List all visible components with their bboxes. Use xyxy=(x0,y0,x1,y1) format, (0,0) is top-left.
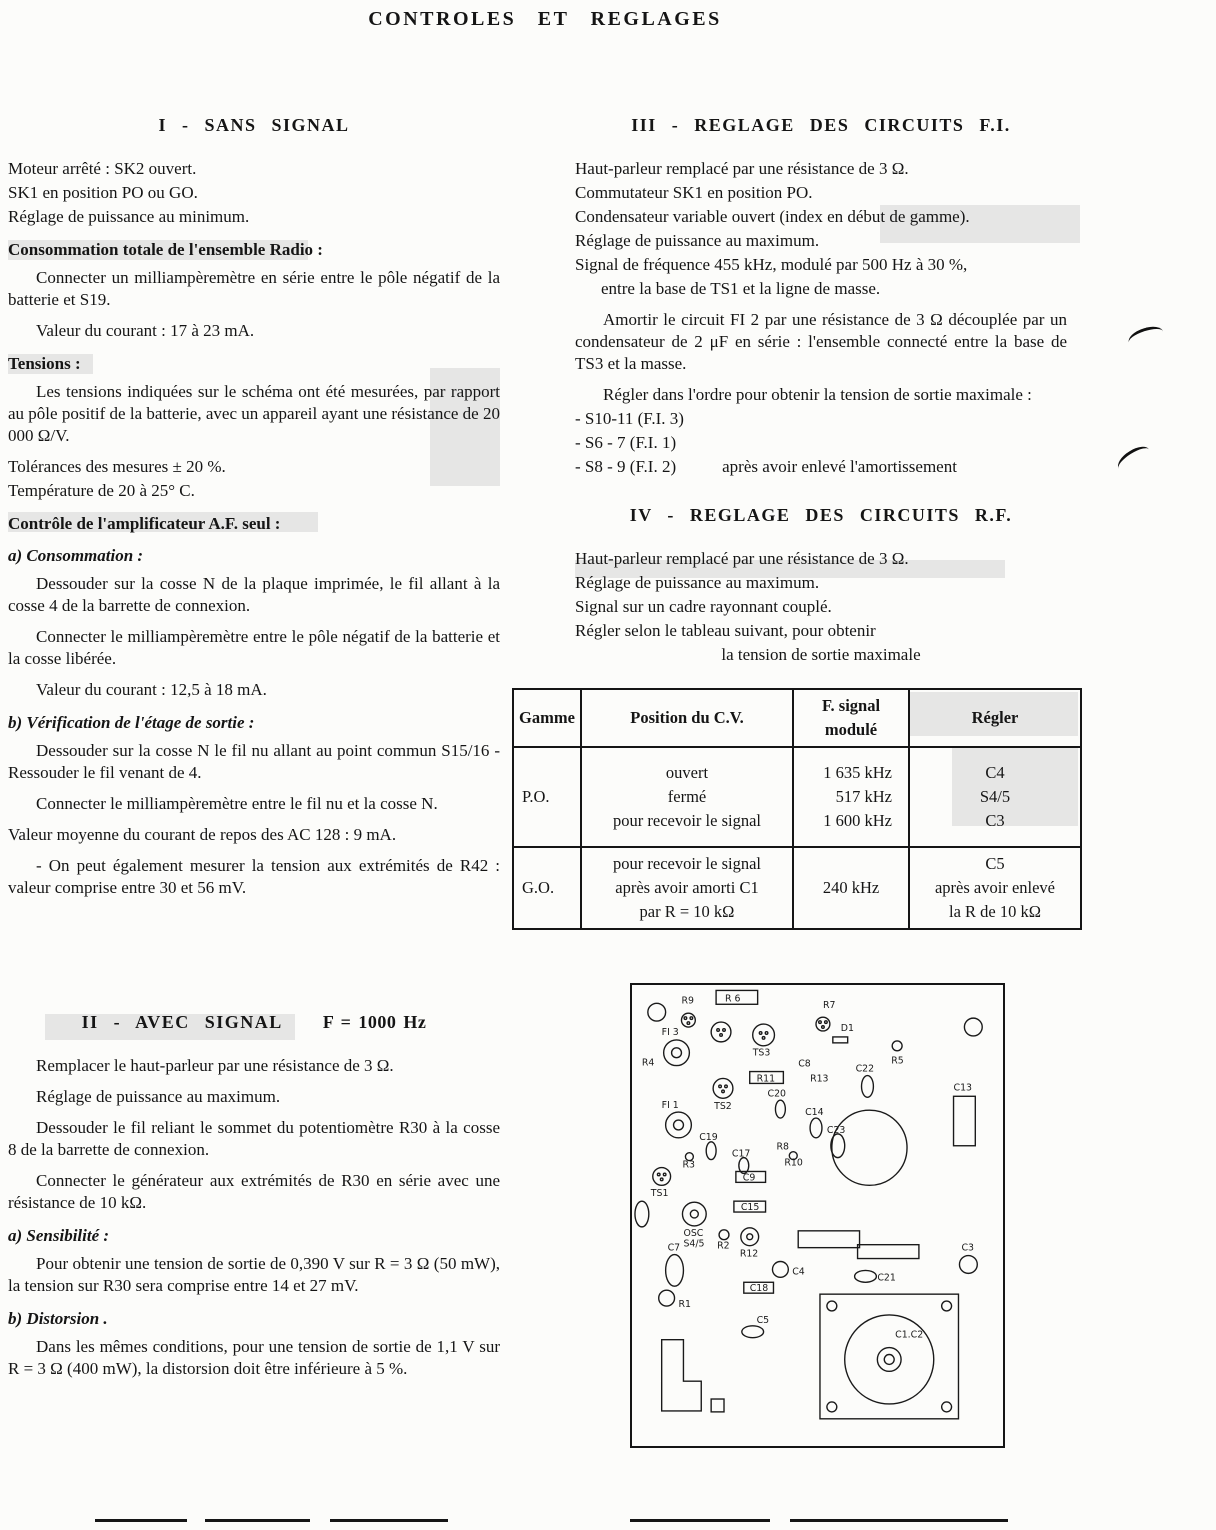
subheading-consommation-totale: Consommation totale de l'ensemble Radio : xyxy=(8,240,323,259)
pcb-shape xyxy=(753,1024,775,1046)
paragraph: Tolérances des mesures ± 20 %. xyxy=(8,457,226,476)
pcb-label: R5 xyxy=(891,1055,904,1067)
pcb-label: C7 xyxy=(667,1242,681,1254)
table-cell-line: après avoir amorti C1 xyxy=(615,878,759,897)
pcb-shape xyxy=(832,1110,907,1185)
rf-adjust-table xyxy=(512,688,1082,930)
pcb-shape xyxy=(672,1048,682,1058)
pcb-label: TS2 xyxy=(714,1101,732,1113)
pcb-shape xyxy=(833,1037,848,1043)
pcb-pin xyxy=(719,1085,722,1088)
paragraph: Dessouder sur la cosse N de la plaque imprimée, le fil allant à la cosse 4 de la barrette de connexion. xyxy=(8,574,500,615)
pcb-shape xyxy=(690,1210,698,1218)
section-3-heading: III - REGLAGE DES CIRCUITS F.I. xyxy=(631,115,1011,135)
pcb-label: R13 xyxy=(810,1073,829,1085)
pcb-shape xyxy=(706,1142,716,1160)
subheading-controle-ampli: Contrôle de l'amplificateur A.F. seul : xyxy=(8,514,281,533)
scan-artifact xyxy=(1126,323,1166,351)
paragraph: Valeur moyenne du courant de repos des AC 128 : 9 mA. xyxy=(8,825,397,844)
section-avec-signal xyxy=(8,1012,500,1382)
pcb-label: FI 1 xyxy=(661,1100,679,1112)
subheading-a-sensibilite: a) Sensibilité : xyxy=(8,1226,110,1245)
paragraph: Pour obtenir une tension de sortie de 0,390 V sur R = 3 Ω (50 mW), la tension sur R30 sera comprise entre 14 et 27 mV. xyxy=(8,1254,500,1295)
list-item xyxy=(575,456,1067,478)
pcb-label: C19 xyxy=(699,1131,718,1143)
pcb-shape xyxy=(666,1112,692,1138)
pcb-label: C14 xyxy=(805,1107,824,1119)
subheading-b-verification: b) Vérification de l'étage de sortie : xyxy=(8,713,255,732)
list-item-note: après avoir enlevé l'amortissement xyxy=(722,457,957,476)
footer-rule xyxy=(95,1519,187,1522)
paragraph: Amortir le circuit FI 2 par une résistance de 3 Ω découplée par un condensateur de 2 μF en série : l'ensemble connecté entre la base de TS3 et la masse. xyxy=(575,310,1067,373)
pcb-label: C17 xyxy=(731,1148,751,1160)
pcb-shape xyxy=(711,1399,724,1412)
table-cell-position xyxy=(581,847,793,929)
section-reglage-fi xyxy=(575,115,1067,480)
paragraph: Moteur arrêté : SK2 ouvert. xyxy=(8,159,197,178)
pcb-shape xyxy=(682,1202,706,1226)
pcb-label: TS1 xyxy=(650,1188,669,1200)
pcb-shape xyxy=(877,1348,901,1372)
table-cell-line: ouvert xyxy=(665,763,709,782)
paragraph: Dessouder sur la cosse N le fil nu allant au point commun S15/16 - Ressouder le fil venant de 4. xyxy=(8,741,500,782)
pcb-label: R11 xyxy=(756,1073,776,1085)
subheading-b-distorsion: b) Distorsion . xyxy=(8,1309,108,1328)
pcb-shape xyxy=(827,1301,837,1311)
paragraph: Condensateur variable ouvert (index en début de gamme). xyxy=(575,207,970,226)
pcb-shape xyxy=(810,1118,822,1138)
pcb-pin xyxy=(825,1021,828,1024)
subheading-a-consommation: a) Consommation : xyxy=(8,546,144,565)
pcb-shape xyxy=(775,1100,785,1118)
pcb-shape xyxy=(820,1294,959,1419)
pcb-pin xyxy=(722,1090,725,1093)
table-cell-line: C5 xyxy=(985,854,1005,873)
pcb-label: C1.C2 xyxy=(895,1329,924,1341)
section-2-heading-frequency: F = 1000 Hz xyxy=(322,1012,427,1032)
table-cell-line: S4/5 xyxy=(979,787,1011,806)
table-row xyxy=(513,847,1081,929)
paragraph: la tension de sortie maximale xyxy=(721,645,921,664)
paragraph: Réglage de puissance au maximum. xyxy=(575,231,820,250)
pcb-label: R10 xyxy=(784,1157,803,1169)
paragraph: SK1 en position PO ou GO. xyxy=(8,183,198,202)
table-header-signal xyxy=(793,689,909,747)
section-sans-signal xyxy=(8,115,500,901)
pcb-shape xyxy=(959,1256,977,1274)
footer-rule xyxy=(630,1519,770,1522)
section-1-heading: I - SANS SIGNAL xyxy=(158,115,350,135)
pcb-pin xyxy=(822,1026,825,1029)
paragraph: Régler selon le tableau suivant, pour obtenir xyxy=(575,621,876,640)
section-2-heading xyxy=(8,1012,500,1033)
paragraph: Réglage de puissance au minimum. xyxy=(8,207,250,226)
pcb-label: C4 xyxy=(792,1266,805,1278)
pcb-pin xyxy=(660,1178,663,1181)
table-cell-gamme: P.O. xyxy=(513,747,581,847)
pcb-label: C22 xyxy=(855,1063,875,1075)
pcb-shape xyxy=(845,1315,934,1404)
list-item: - S10-11 (F.I. 3) xyxy=(575,409,684,428)
list-item: - S6 - 7 (F.I. 1) xyxy=(575,433,677,452)
paragraph: Température de 20 à 25° C. xyxy=(8,481,195,500)
pcb-label: C3 xyxy=(961,1242,974,1254)
paragraph: Connecter le milliampèremètre entre le pôle négatif de la batterie et la cosse libérée. xyxy=(8,627,500,668)
paragraph: Signal sur un cadre rayonnant couplé. xyxy=(575,597,832,616)
pcb-shape xyxy=(713,1078,733,1098)
pcb-label: R4 xyxy=(641,1057,655,1069)
pcb-label: FI 3 xyxy=(661,1026,679,1038)
section-2-heading-main: II - AVEC SIGNAL xyxy=(81,1012,283,1032)
table-cell-signal xyxy=(793,747,909,847)
pcb-label: R7 xyxy=(822,1000,836,1012)
table-cell-line: C4 xyxy=(985,763,1005,782)
pcb-label: R1 xyxy=(678,1299,691,1311)
pcb-layout-diagram xyxy=(630,983,1005,1448)
paragraph: Réglage de puissance au maximum. xyxy=(575,573,820,592)
pcb-pin xyxy=(690,1017,693,1020)
table-cell-line: par R = 10 kΩ xyxy=(639,902,735,921)
scan-artifact xyxy=(1114,442,1154,476)
pcb-label: C18 xyxy=(749,1283,769,1295)
pcb-pin xyxy=(725,1085,728,1088)
section-4-heading: IV - REGLAGE DES CIRCUITS R.F. xyxy=(629,505,1013,525)
table-header-gamme: Gamme xyxy=(513,689,581,747)
list-item-text: - S8 - 9 (F.I. 2) xyxy=(575,457,677,476)
paragraph: Connecter le milliampèremètre entre le fil nu et la cosse N. xyxy=(36,794,438,813)
table-cell-gamme: G.O. xyxy=(513,847,581,929)
table-cell-line: 517 kHz xyxy=(835,787,892,806)
table-row xyxy=(513,747,1081,847)
pcb-shape xyxy=(884,1355,894,1365)
pcb-label: C21 xyxy=(877,1272,896,1284)
pcb-pin xyxy=(717,1029,720,1032)
pcb-label: C8 xyxy=(798,1058,811,1070)
pcb-shape xyxy=(659,1290,675,1306)
table-cell-regler xyxy=(909,847,1081,929)
pcb-label: C9 xyxy=(742,1172,756,1184)
pcb-shape xyxy=(711,1022,731,1042)
pcb-label: C20 xyxy=(767,1088,787,1100)
subheading-tensions: Tensions : xyxy=(8,354,81,373)
pcb-pin xyxy=(762,1037,765,1040)
table-cell-line: la R de 10 kΩ xyxy=(949,902,1041,921)
pcb-label: C23 xyxy=(826,1124,846,1136)
pcb-pin xyxy=(723,1029,726,1032)
pcb-label: C5 xyxy=(756,1314,770,1326)
pcb-label: OSC xyxy=(683,1227,704,1239)
pcb-shape xyxy=(664,1040,690,1066)
table-cell-line: 1 635 kHz xyxy=(823,763,892,782)
pcb-pin xyxy=(663,1173,666,1176)
page-title: CONTROLES ET REGLAGES xyxy=(368,8,722,30)
pcb-shape xyxy=(942,1402,952,1412)
pcb-label: R9 xyxy=(681,995,694,1007)
pcb-shape xyxy=(648,1003,666,1021)
pcb-pin xyxy=(684,1017,687,1020)
pcb-shape xyxy=(772,1262,788,1278)
paragraph: Régler dans l'ordre pour obtenir la tension de sortie maximale : xyxy=(603,385,1032,404)
pcb-label: D1 xyxy=(840,1022,854,1034)
pcb-shape xyxy=(954,1096,976,1145)
table-header-signal-line1: F. signal xyxy=(821,696,881,715)
footer-rule xyxy=(330,1519,448,1522)
pcb-shape xyxy=(855,1270,877,1282)
pcb-label: R12 xyxy=(739,1248,759,1260)
paragraph: Signal de fréquence 455 kHz, modulé par 500 Hz à 30 %, xyxy=(575,255,968,274)
paragraph: Réglage de puissance au maximum. xyxy=(36,1087,281,1106)
pcb-pin xyxy=(720,1034,723,1037)
pcb-pin xyxy=(657,1173,660,1176)
table-header-regler: Régler xyxy=(909,689,1081,747)
pcb-shape xyxy=(798,1231,859,1248)
pcb-shape xyxy=(742,1326,764,1338)
paragraph: - On peut également mesurer la tension aux extrémités de R42 : valeur comprise entre 30 et 56 mV. xyxy=(8,856,500,897)
pcb-shape xyxy=(858,1245,919,1259)
pcb-shape xyxy=(653,1168,671,1186)
paragraph: Valeur du courant : 12,5 à 18 mA. xyxy=(36,680,267,699)
table-cell-line: après avoir enlevé xyxy=(934,878,1056,897)
pcb-shape xyxy=(964,1018,982,1036)
pcb-shape xyxy=(942,1301,952,1311)
table-cell-line: 1 600 kHz xyxy=(823,811,892,830)
pcb-label: C13 xyxy=(953,1082,973,1094)
table-cell-line: 240 kHz xyxy=(822,878,880,897)
pcb-shape xyxy=(666,1255,684,1287)
paragraph: Connecter un milliampèremètre en série entre le pôle négatif de la batterie et S19. xyxy=(8,268,500,309)
paragraph: entre la base de TS1 et la ligne de masse. xyxy=(601,279,881,298)
pcb-pin xyxy=(765,1032,768,1035)
pcb-svg xyxy=(632,985,1003,1446)
table-cell-line: pour recevoir le signal xyxy=(613,854,761,873)
pcb-shape xyxy=(741,1228,759,1246)
pcb-shape xyxy=(892,1041,902,1051)
pcb-label: S4/5 xyxy=(683,1238,705,1250)
pcb-pin xyxy=(819,1021,822,1024)
pcb-label: TS3 xyxy=(752,1047,771,1059)
pcb-label: R8 xyxy=(776,1141,789,1153)
section-reglage-rf xyxy=(575,505,1067,668)
table-cell-signal xyxy=(793,847,909,929)
pcb-shape xyxy=(862,1076,874,1098)
paragraph: Haut-parleur remplacé par une résistance de 3 Ω. xyxy=(575,159,909,178)
pcb-label: R2 xyxy=(717,1240,730,1252)
table-cell-position xyxy=(581,747,793,847)
footer-rule xyxy=(790,1519,1008,1522)
table-cell-line: fermé xyxy=(667,787,707,806)
pcb-shape xyxy=(719,1230,729,1240)
table-header-position: Position du C.V. xyxy=(581,689,793,747)
paragraph: Haut-parleur remplacé par une résistance de 3 Ω. xyxy=(575,549,909,568)
pcb-label: R 6 xyxy=(724,993,741,1005)
pcb-label: C15 xyxy=(740,1202,760,1214)
pcb-shape xyxy=(747,1234,753,1240)
pcb-label: R3 xyxy=(682,1159,695,1171)
table-header-signal-line2: modulé xyxy=(824,720,878,739)
paragraph: Valeur du courant : 17 à 23 mA. xyxy=(36,321,255,340)
paragraph: Dessouder le fil reliant le sommet du potentiomètre R30 à la cosse 8 de la barrette de connexion. xyxy=(8,1118,500,1159)
table-cell-regler xyxy=(909,747,1081,847)
pcb-pin xyxy=(687,1022,690,1025)
pcb-pin xyxy=(759,1032,762,1035)
pcb-shape xyxy=(662,1340,702,1411)
table-cell-line: pour recevoir le signal xyxy=(613,811,761,830)
pcb-shape xyxy=(827,1402,837,1412)
paragraph: Dans les mêmes conditions, pour une tension de sortie de 1,1 V sur R = 3 Ω (400 mW), la distorsion doit être inférieure à 5 %. xyxy=(8,1337,500,1378)
pcb-shape xyxy=(635,1201,649,1227)
footer-rule xyxy=(205,1519,310,1522)
table-cell-line: C3 xyxy=(985,811,1005,830)
pcb-shape xyxy=(674,1120,684,1130)
paragraph: Commutateur SK1 en position PO. xyxy=(575,183,813,202)
paragraph: Remplacer le haut-parleur par une résistance de 3 Ω. xyxy=(36,1056,394,1075)
paragraph: Les tensions indiquées sur le schéma ont été mesurées, par rapport au pôle positif de la batterie, avec un appareil ayant une résistance de 20 000 Ω/V. xyxy=(8,382,500,445)
paragraph: Connecter le générateur aux extrémités de R30 en série avec une résistance de 10 kΩ. xyxy=(8,1171,500,1212)
table-header-row xyxy=(513,689,1081,747)
